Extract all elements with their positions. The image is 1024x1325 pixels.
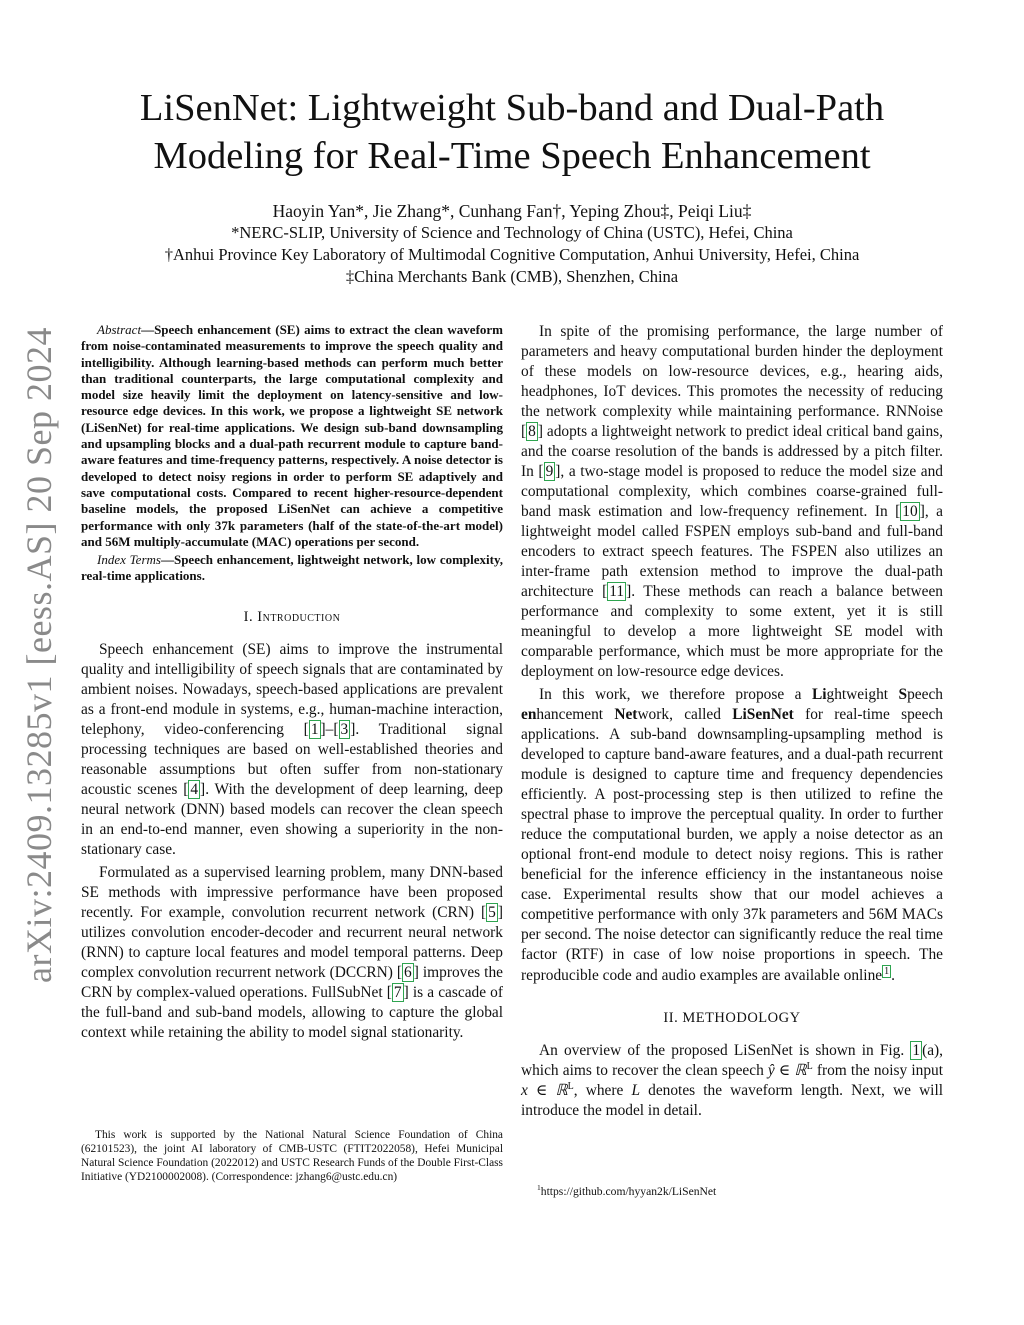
arxiv-identifier: arXiv:2409.13285v1 [eess.AS] 20 Sep 2024	[19, 327, 60, 983]
intro-paragraph-3: In spite of the promising performance, the large number of parameters and heavy computational burden hinder the deployment of these models on low-resource devices, e.g., hearing aids, headphones, IoT devices. This promotes the necessity of reducing the network complexity while maintaining performance. RNNoise [ 8 ] adopts a lightweight network to predict ideal critical band gains, and the coarse resolution of the bands is addressed by a pitch filter. In [ 9 ], a two-stage model is proposed to reduce the model size and computational complexity, which combines coarse-grained full-band mask estimation and low-frequency refinement. In [ 10 ], a lightweight model called FSPEN employs sub-band and full-band encoders to extract speech features. The FSPEN also utilizes an inter-frame path extension method to improve the dual-path architecture [ 11 ]. These methods can reach a balance between performance and complexity to some extent, yet it is still meaningful to develop a more lightweight SE model with comparable performance, which must be more appropriate for the deployment on low-resource edge devices.	[521, 323, 943, 680]
index-terms-label: Index Terms	[97, 552, 161, 568]
text-run: for real-time speech applications. A sub-band downsampling-upsampling method is developed to capture band-aware features, and a dual-path recurrent module is designed to capture time and frequency dependencies efficiently. A post-processing step is then utilized to refine the spectral phase to improve the perceptual quality. In order to further reduce the computational burden, we apply a noise detector as an optional front-end module to detect noisy regions. This is rather beneficial for the inference efficiency in the instantaneous noise case. Experimental results show that our model achieves a competitive performance with only 37k parameters and 56M MACs per second. The noise detector can significantly reduce the real time factor (RTF) in case of low noise proportions in speech. The reproducible code and audio examples are available online	[521, 706, 943, 985]
text-run: –	[325, 720, 334, 738]
citation-link[interactable]: 9	[545, 463, 554, 480]
left-column	[81, 322, 503, 1046]
abstract	[81, 322, 503, 550]
text-run: adopts a lightweight network to predict ideal critical band gains, and the coarse resolution of the bands is addressed by a pitch filter. In	[521, 423, 943, 480]
title-line-2: Modeling for Real-Time Speech Enhancement	[153, 135, 871, 177]
footnote-number: 1	[537, 1183, 541, 1193]
text-run: .	[891, 967, 895, 985]
index-terms-text: —Speech enhancement, lightweight network, low complexity, real-time applications.	[81, 552, 504, 584]
citation-link[interactable]: 7	[393, 983, 402, 1001]
bold-acronym-letter: Net	[614, 706, 638, 723]
citation-link[interactable]: 8	[528, 423, 536, 440]
citation-link[interactable]: 3	[340, 720, 349, 738]
paper-title	[90, 84, 934, 180]
methodology-paragraph-1	[521, 1041, 943, 1121]
funding-footnote: This work is supported by the National Natural Science Foundation of China (62101523), the joint AI laboratory of CMB-USTC (FTIT2022058), Hefei Municipal Natural Science Foundation (2022012) and USTC Research Funds of the Double First-Class Initiative (YD2100002008). (Correspondence: jzhang6@ustc.edu.cn)	[81, 1129, 503, 1183]
math-superscript: L	[567, 1081, 574, 1092]
section-heading-methodology: II. METHODOLOGY	[663, 1010, 801, 1027]
text-run: improves the CRN by complex-valued operations. FullSubNet	[81, 963, 503, 1001]
section-heading-introduction	[81, 609, 503, 626]
text-run: . With the development of deep learning, deep neural network (DNN) based models can recover the clean speech in an end-to-end manner, even showing a superiority in the non-stationary case.	[81, 780, 504, 858]
arxiv-side-stamp	[14, 327, 64, 983]
right-column	[521, 322, 943, 1124]
math-noisy-input: x ∈ ℝ	[521, 1082, 568, 1100]
footnote-url[interactable]: https://github.com/hyyan2k/LiSenNet	[540, 1185, 717, 1198]
bold-acronym-letter: S	[898, 686, 908, 703]
affiliation-cmb: ‡China Merchants Bank (CMB), Shenzhen, China	[345, 267, 679, 286]
citation-link[interactable]: 1	[310, 720, 319, 738]
url-footnote	[537, 1185, 716, 1198]
title-line-1: LiSenNet: Lightweight Sub-band and Dual-Path	[139, 87, 885, 129]
bold-acronym-letter: en	[521, 706, 537, 723]
math-waveform-length: L	[631, 1082, 641, 1100]
intro-paragraph-2: Formulated as a supervised learning problem, many DNN-based SE methods with impressive performance have been proposed recently. For example, convolution recurrent network (CRN) [ 5 ] utilizes convolution encoder-decoder and recurrent neural network (RNN) to capture local features and model temporal patterns. Deep complex convolution recurrent network (DCCRN) [ 6 ] improves the CRN by complex-valued operations. FullSubNet [ 7 ] is a cascade of the full-band and sub-band models, allowing to capture the global context while retaining the ability to model signal stationarity.	[81, 863, 503, 1041]
math-superscript: L	[806, 1061, 813, 1072]
author-names: Haoyin Yan*, Jie Zhang*, Cunhang Fan†, Yeping Zhou‡, Peiqi Liu‡	[272, 201, 752, 221]
text-run: is a cascade of the full-band and sub-band models, allowing to capture the global context while retaining the ability to model signal stationarity.	[81, 983, 503, 1041]
citation-link[interactable]: 4	[190, 780, 199, 798]
affiliation-ustc: *NERC-SLIP, University of Science and Technology of China (USTC), Hefei, China	[231, 223, 793, 242]
text-run: ghtweight	[826, 686, 899, 703]
text-run: from the noisy input	[812, 1062, 943, 1080]
text-run: An overview of the proposed LiSenNet is shown in Fig.	[539, 1042, 911, 1060]
text-run: denotes the waveform length. Next, we will introduce the model in detail.	[521, 1082, 944, 1120]
text-run: In this work, we therefore propose a	[539, 686, 812, 703]
citation-link[interactable]: 11	[609, 583, 625, 600]
text-run: , where	[573, 1082, 632, 1100]
intro-paragraph-1: Speech enhancement (SE) aims to improve the instrumental quality and intelligibility of speech signals that are contaminated by ambient noises. Nowadays, speech-based applications are prevalent as a front-end module in systems, e.g., human-machine interaction, telephony, video-conferencing [ 1 ]–[ 3 ]. Traditional signal processing techniques are based on well-established theories and reasonable assumptions but often suffer from non-stationary acoustic scenes [ 4 ]. With the development of deep learning, deep neural network (DNN) based models can recover the clean speech in an end-to-end manner, even showing a superiority in the non-stationary case.	[81, 640, 504, 858]
math-clean-speech: ŷ ∈ ℝ	[767, 1062, 807, 1080]
text-run: In spite of the promising performance, the large number of parameters and heavy computational burden hinder the deployment of these models on low-resource devices, e.g., hearing aids, headphones, IoT devices. This promotes the necessity of reducing the network complexity while maintaining performance. RNNoise	[521, 323, 943, 420]
text-run: , a two-stage model is proposed to reduce the model size and computational complexity, which combines coarse-grained full-band mask estimation and low-frequency refinement. In	[521, 463, 943, 520]
text-run: . Traditional signal processing techniques are based on well-established theories and reasonable assumptions but often suffer from non-stationary acoustic scenes	[81, 720, 503, 798]
section-numeral: I.	[243, 608, 258, 625]
citation-link[interactable]: 5	[488, 903, 496, 921]
text-run: hancement	[536, 706, 615, 723]
abstract-label: Abstract	[97, 322, 142, 337]
section-title: Introduction	[257, 608, 341, 625]
model-name: LiSenNet	[732, 706, 794, 723]
text-run: Formulated as a supervised learning problem, many DNN-based SE methods with impressive performance have been proposed recently. For example, convolution recurrent network (CRN)	[81, 863, 503, 921]
footnote-link[interactable]: 1	[884, 966, 890, 977]
intro-paragraph-4	[521, 685, 943, 986]
text-run: utilizes convolution encoder-decoder and recurrent neural network (RNN) to capture local features and model temporal patterns. Deep complex convolution recurrent network (DCCRN)	[81, 923, 503, 981]
text-run: , a lightweight model called FSPEN employs sub-band and full-band encoders to extract speech features. The FSPEN also utilizes an inter-frame path extension method to improve the dual-path architecture	[521, 503, 943, 600]
abstract-text: —Speech enhancement (SE) aims to extract the clean waveform from noise-contaminated measurements to improve the speech quality and intelligibility. Although learning-based methods can perform much better than traditional counterparts, the large computational complexity and model size heavily limit the deployment on latency-sensitive and low-resource edge devices. In this work, we propose a lightweight SE network (LiSenNet) for real-time applications. We design sub-band downsampling and upsampling blocks and a dual-path recurrent module to capture band-aware features and time-frequency patterns, respectively. A noise detector is developed to detect noisy regions in order to perform SE adaptively and save computational costs. Compared to recent higher-resource-dependent baseline models, the proposed LiSenNet can achieve a competitive performance with only 37k parameters (half of the state-of-the-art model) and 56M multiply-accumulate (MAC) operations per second.	[81, 322, 503, 549]
figure-link[interactable]: 1	[912, 1042, 921, 1060]
text-run: peech	[907, 686, 943, 703]
text-run: work, called	[637, 706, 733, 723]
text-run: Speech enhancement (SE) aims to improve the instrumental quality and intelligibility of speech signals that are contaminated by ambient noises. Nowadays, speech-based applications are prevalent as a front-end module in systems, e.g., human-machine interaction, telephony, video-conferencing	[81, 640, 503, 738]
bold-acronym-letter: Li	[811, 686, 827, 703]
text-run: (a), which aims to recover the clean speech	[521, 1042, 943, 1080]
citation-link[interactable]: 10	[902, 503, 918, 520]
text-run: . These methods can reach a balance between performance and complexity to some extent, yet it is still meaningful to develop a more lightweight SE model with comparable performance, which must be more appropriate for the deployment on low-resource edge devices.	[521, 583, 943, 680]
citation-link[interactable]: 6	[404, 963, 412, 981]
index-terms	[81, 552, 503, 585]
author-block	[90, 200, 934, 288]
affiliation-anhui: †Anhui Province Key Laboratory of Multimodal Cognitive Computation, Anhui University, Hefei, China	[164, 245, 860, 264]
